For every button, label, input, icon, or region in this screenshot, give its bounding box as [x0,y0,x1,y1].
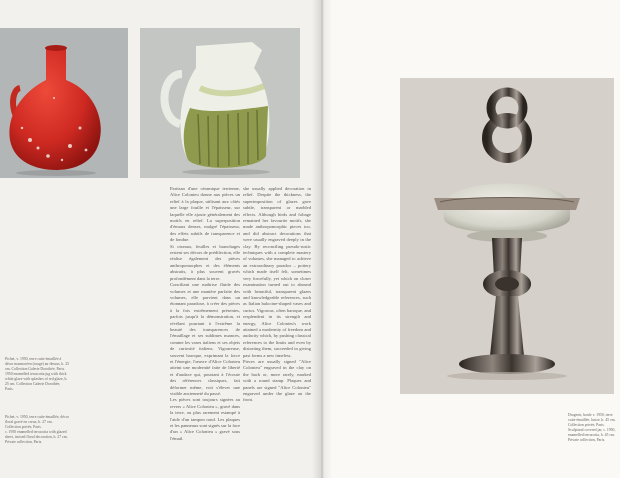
caption-jug: Pichet, v. 1950, terre cuite émaillée, décor floral gravé en creux, h. 27 cm. Collection privée, Paris. c. 1950 enamelled terracotta with glazed sheet, incised floral decoration, h. 27 cm. Private collection, Paris. [5,415,69,444]
book-gutter [312,0,332,478]
english-text-column: she usually applied decoration in relief. Despite the thickness, the superimposition of glazes gave subtle, transparent or marbled effects. Although birds and foliage remained her favourite motifs, she made anthropomorphic pieces too, and did abstract decorations that were usually engraved deeply in the clay. By reconciling pseudo-rustic techniques with a complete mastery of volumes, she managed to achieve an extraordinary paradox – pottery which made itself felt, sometimes very forcefully, yet which on closer examination turned out to abound with beautiful, transparent glazes and knowledgeable references, such as Italian halocine-shaped vases and curios. Vigorous, often baroque, and resplendent in its strength and energy, Alice Colonieu's work attained a modernity of freedom and audacity which, by pushing classical references to the limits and even by distorting them, succeeded in giving past forms a new timeless. Pieces are usually signed "Alice Colonieu" engraved in the clay on the back or, more rarely, marked with a round stamp. Plaques and panels are signed "Alice Colonieu" engraved under the glaze on the front. [243,186,311,403]
french-text-column: Partisan d'une céramique terrienne, Alice Colonieu donne aux pièces un relief à la plaque, utilisant aux côtés une large fouille et l'épaisseur, sur laquelle elle ajoute généralement des motifs en relief. La superposition d'émaux denses, malgré l'épaisseur, des effets subtils de transparence et de fondue. Si oiseaux, feuilles et branchages restent ses décors de prédilection, elle réalise également des pièces anthropomorphes et des éléments abstraits, à plus souvent gravés profondément dans la terre. Conciliant une maîtrise fluide des volumes et une manière parfaite des volumes, elle parvient dans un étonnant paradoxe, à créer des pièces à la fois extrêmement présentes, parfois jusqu'à la démonstration, et révélant pourtant à l'extrême la beauté des transparences de l'émaillage et ses sublimes nuances, comme les vases italiens et ses objets de curiosité italiens. Vigoureuse, souvent baroque, exprimant la force et l'énergie, l'œuvre d'Alice Colonieu atteint une modernité faite de liberté et d'audace qui, pourtant à l'écoute des références classiques, fait déformer même, voit s'élever une visible ancienneté du passé. Les pièces sont toujours signées au revers « Alice Colonieu », gravé dans la terre, ou plus rarement estampé à l'aide d'un tampon rond. Les plaques et les panneaux sont signés sur la face d'un « Alice Colonieu » gravé sous l'émail. [170,186,240,441]
sculpture-photo [400,78,614,394]
red-vase-photo [0,28,128,178]
caption-red-vase: Pichet, v. 1950, terre cuite émaillée à décor marmoréen (rouge) au-dessus, h. 25 cm. Collection Galerie Dorothée, Paris. 1950 enamelled terracotta jug with thick white glaze with splashes of red glaze, h. 25 cm. Collection Galerie Dorothée, Paris. [5,357,69,391]
caption-sculpture: Drageoir, boule v. 1950, terre cuite émaillée, lustre, h. 45 cm. Collection privée, Paris. Sculptural covered jar, c. 1950, enamelled terracotta, h. 45 cm. Private collection, Paris. [568,413,616,442]
white-jug-photo [140,28,300,178]
